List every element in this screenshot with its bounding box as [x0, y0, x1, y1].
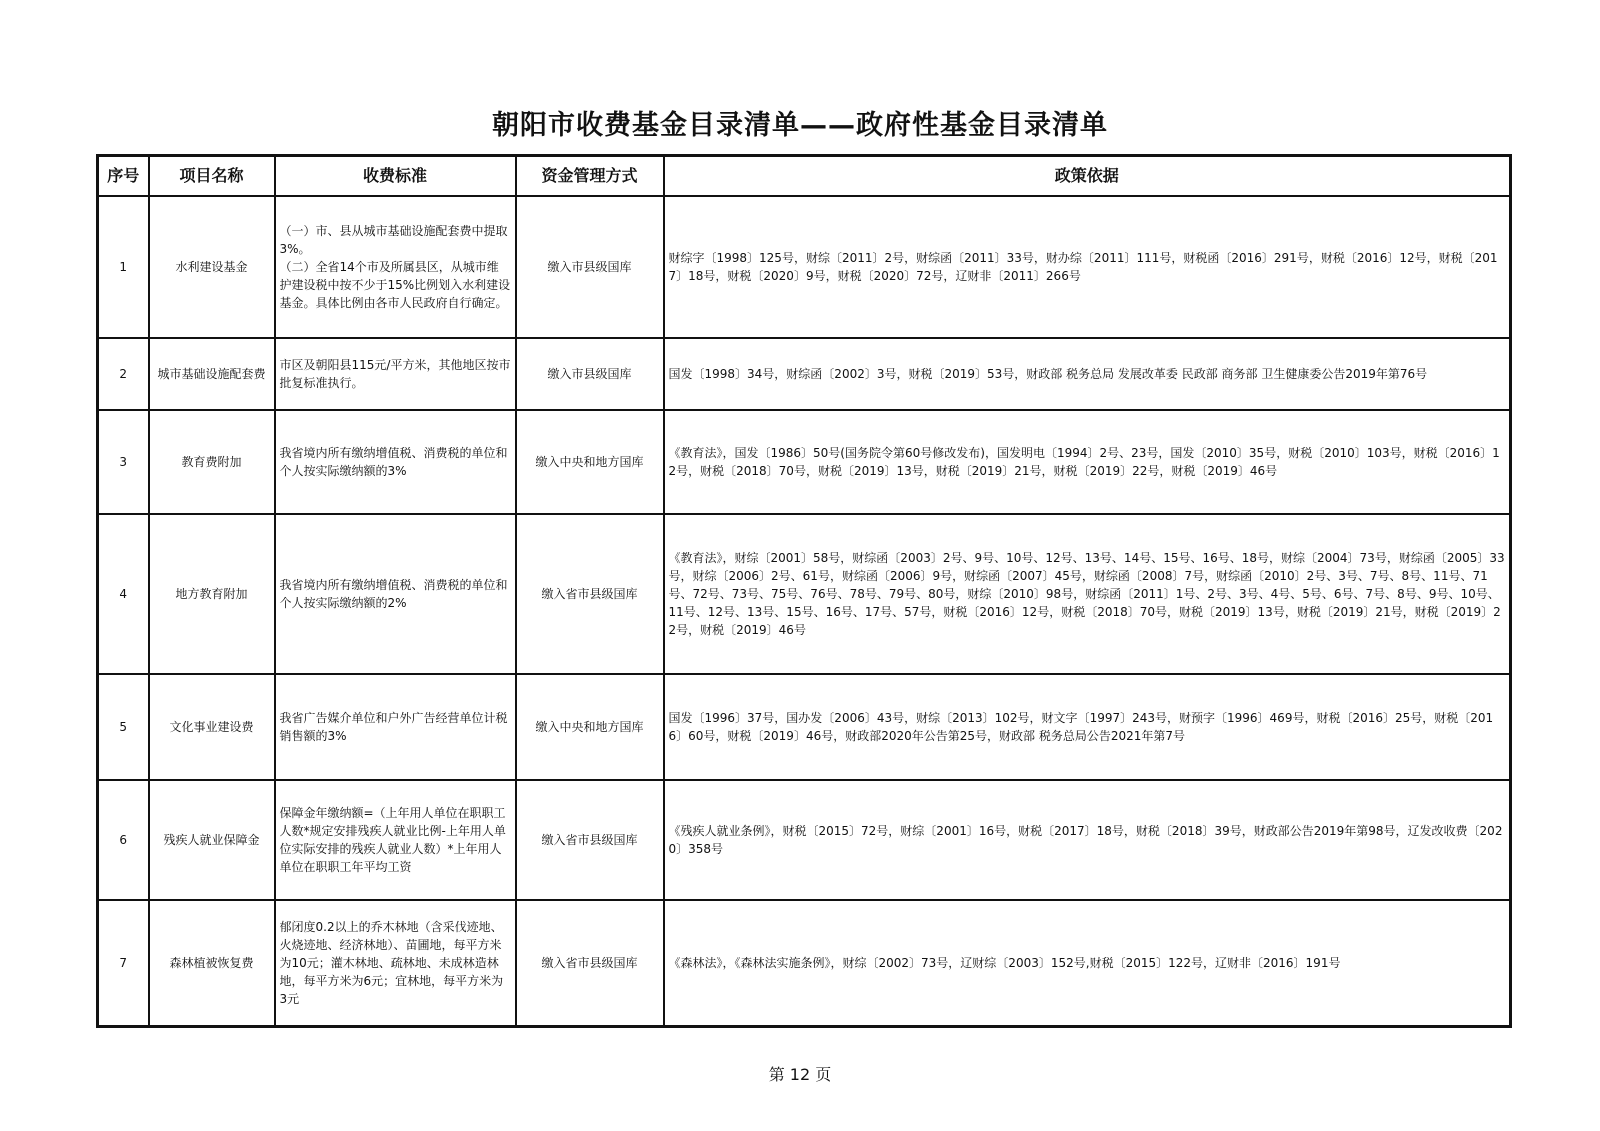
row-policy-basis: 国发〔1998〕34号，财综函〔2002〕3号，财税〔2019〕53号，财政部 税务总局 发展改革委 民政部 商务部 卫生健康委公告2019年第76号	[664, 338, 1511, 410]
table-header-row	[98, 156, 1511, 197]
row-serial-no: 6	[98, 780, 149, 900]
header-item-name: 项目名称	[149, 156, 275, 197]
row-policy-basis: 《教育法》，国发〔1986〕50号(国务院令第60号修改发布)，国发明电〔1994〕2号、23号，国发〔2010〕35号，财税〔2010〕103号，财税〔2016〕12号，财税〔2018〕70号，财税〔2019〕13号，财税〔2019〕21号，财税〔2019〕22号，财税〔2019〕46号	[664, 410, 1511, 514]
row-fund-management: 缴入市县级国库	[516, 338, 664, 410]
row-serial-no: 5	[98, 674, 149, 780]
table-row	[98, 674, 1511, 780]
header-policy-basis: 政策依据	[664, 156, 1511, 197]
row-serial-no: 4	[98, 514, 149, 674]
row-item-name: 水利建设基金	[149, 196, 275, 338]
table-row	[98, 196, 1511, 338]
header-fee-standard: 收费标准	[275, 156, 516, 197]
row-item-name: 残疾人就业保障金	[149, 780, 275, 900]
row-fund-management: 缴入市县级国库	[516, 196, 664, 338]
row-fund-management: 缴入省市县级国库	[516, 900, 664, 1026]
row-policy-basis: 《残疾人就业条例》，财税〔2015〕72号，财综〔2001〕16号，财税〔2017〕18号，财税〔2018〕39号，财政部公告2019年第98号，辽发改收费〔2020〕358号	[664, 780, 1511, 900]
row-policy-basis: 《森林法》，《森林法实施条例》，财综〔2002〕73号，辽财综〔2003〕152号,财税〔2015〕122号，辽财非〔2016〕191号	[664, 900, 1511, 1026]
row-fee-standard: 我省境内所有缴纳增值税、消费税的单位和个人按实际缴纳额的3%	[275, 410, 516, 514]
header-fund-management: 资金管理方式	[516, 156, 664, 197]
row-fund-management: 缴入中央和地方国库	[516, 674, 664, 780]
row-fee-standard: 我省广告媒介单位和户外广告经营单位计税销售额的3%	[275, 674, 516, 780]
row-fund-management: 缴入省市县级国库	[516, 780, 664, 900]
row-item-name: 森林植被恢复费	[149, 900, 275, 1026]
row-fund-management: 缴入中央和地方国库	[516, 410, 664, 514]
table-row	[98, 514, 1511, 674]
document-title: 朝阳市收费基金目录清单——政府性基金目录清单	[492, 110, 1108, 141]
row-fee-standard: 保障金年缴纳额=（上年用人单位在职职工人数*规定安排残疾人就业比例-上年用人单位实际安排的残疾人就业人数）*上年用人单位在职职工年平均工资	[275, 780, 516, 900]
row-item-name: 教育费附加	[149, 410, 275, 514]
row-item-name: 文化事业建设费	[149, 674, 275, 780]
row-serial-no: 1	[98, 196, 149, 338]
fund-catalog-table	[96, 154, 1512, 1028]
table-row	[98, 780, 1511, 900]
row-policy-basis: 财综字〔1998〕125号，财综〔2011〕2号，财综函〔2011〕33号，财办综〔2011〕111号，财税函〔2016〕291号，财税〔2016〕12号，财税〔2017〕18号，财税〔2020〕9号，财税〔2020〕72号，辽财非〔2011〕266号	[664, 196, 1511, 338]
row-fee-standard: 市区及朝阳县115元/平方米，其他地区按市批复标准执行。	[275, 338, 516, 410]
row-fund-management: 缴入省市县级国库	[516, 514, 664, 674]
row-fee-standard: 郁闭度0.2以上的乔木林地（含采伐迹地、火烧迹地、经济林地）、苗圃地，每平方米为10元；灌木林地、疏林地、未成林造林地，每平方米为6元；宜林地，每平方米为3元	[275, 900, 516, 1026]
table-row	[98, 338, 1511, 410]
row-item-name: 地方教育附加	[149, 514, 275, 674]
table-row	[98, 900, 1511, 1026]
row-item-name: 城市基础设施配套费	[149, 338, 275, 410]
row-policy-basis: 《教育法》，财综〔2001〕58号，财综函〔2003〕2号、9号、10号、12号、13号、14号、15号、16号、18号，财综〔2004〕73号，财综函〔2005〕33号，财综〔2006〕2号、61号，财综函〔2006〕9号，财综函〔2007〕45号，财综函〔2008〕7号，财综函〔2010〕2号、3号、7号、8号、11号、71号、72号、73号、75号、76号、78号、79号、80号，财综〔2010〕98号，财综函〔2011〕1号、2号、3号、4号、5号、6号、7号、8号、9号、10号、11号、12号、13号、15号、16号、17号、57号，财税〔2016〕12号，财税〔2018〕70号，财税〔2019〕13号，财税〔2019〕21号，财税〔2019〕22号，财税〔2019〕46号	[664, 514, 1511, 674]
row-fee-standard: 我省境内所有缴纳增值税、消费税的单位和个人按实际缴纳额的2%	[275, 514, 516, 674]
row-policy-basis: 国发〔1996〕37号，国办发〔2006〕43号，财综〔2013〕102号，财文字〔1997〕243号，财预字〔1996〕469号，财税〔2016〕25号，财税〔2016〕60号，财税〔2019〕46号，财政部2020年公告第25号，财政部 税务总局公告2021年第7号	[664, 674, 1511, 780]
header-serial-no: 序号	[98, 156, 149, 197]
row-fee-standard: （一）市、县从城市基础设施配套费中提取3%。 （二）全省14个市及所属县区，从城市维护建设税中按不少于15%比例划入水利建设基金。具体比例由各市人民政府自行确定。	[275, 196, 516, 338]
page-number: 第 12 页	[768, 1065, 832, 1084]
row-serial-no: 2	[98, 338, 149, 410]
row-serial-no: 3	[98, 410, 149, 514]
table-row	[98, 410, 1511, 514]
row-serial-no: 7	[98, 900, 149, 1026]
